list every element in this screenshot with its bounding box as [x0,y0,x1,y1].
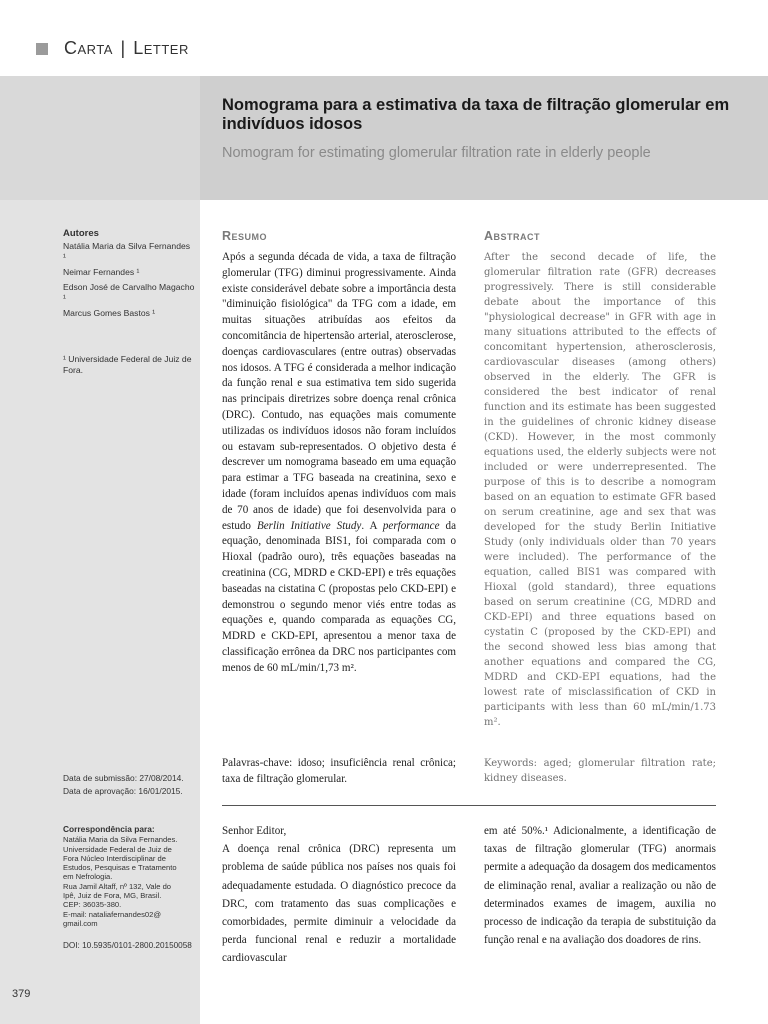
letter-paragraph: em até 50%.¹ Adicionalmente, a identificação de taxas de filtração glomerular (TFG) anormais permite a adequação da dosagem dos medicamentos de eliminação renal, avaliar a realização ou não de determinados exames de imagem, auxilia no processo de indicação da terapia de substituição da função renal e na avaliação dos doadores de rins. [484,825,716,947]
correspondence-heading: Correspondência para: [63,824,155,834]
dates-block [63,772,198,798]
correspondence-line: E-mail: nataliafernandes02@ [63,909,162,919]
section-label-pt: Carta [64,38,113,58]
correspondence-line: Universidade Federal de Juiz de [63,844,172,854]
submission-date: Data de submissão: 27/08/2014. [63,773,184,783]
resumo-heading: Resumo [222,229,268,243]
author-item: Marcus Gomes Bastos ¹ [63,308,156,318]
article-title-pt: Nomograma para a estimativa da taxa de filtração glomerular em indivíduos idosos [222,96,730,133]
correspondence-line: Fora Núcleo Interdisciplinar de [63,853,166,863]
author-item: Edson José de Carvalho Magacho ¹ [63,282,195,303]
letter-greeting: Senhor Editor, [222,825,287,837]
section-marker-icon [36,43,48,55]
letter-paragraph: A doença renal crônica (DRC) representa um problema de saúde pública nos países nos quais foi adequadamente estudada. O diagnóstico precoce da DRC, com tratamento das suas complicações e comorbidades, permite diminuir a velocidade da perda funcional renal e reduzir a mortalidade cardiovascular [222,843,456,965]
correspondence-line: Estudos, Pesquisas e Tratamento [63,863,177,873]
doi-link[interactable]: DOI: 10.5935/0101-2800.20150058 [63,941,192,950]
title-band [200,76,768,200]
author-item: Natália Maria da Silva Fernandes ¹ [63,241,191,262]
correspondence-line: Natália Maria da Silva Fernandes. [63,835,178,845]
letter-column-right [484,822,716,949]
section-divider: | [120,38,126,58]
resumo-text-part: . A [361,519,383,532]
correspondence-block [63,825,198,928]
performance-term: performance [382,519,440,532]
study-name: Berlin Initiative Study [256,519,362,532]
page-number: 379 [12,988,31,1000]
keywords-en: Keywords: aged; glomerular filtration rate; kidney diseases. [484,758,716,784]
correspondence-line: Ipê, Juiz de Fora, MG, Brasil. [63,891,162,901]
resumo-text-part: da equação, denominada BIS1, foi comparada com o Hioxal (padrão ouro), três equações baseadas na creatinina (CG, MDRD e CKD-EPI) e três equações baseadas na cistatina C (propostas pelo CKD-EPI) e demonstrou o segundo menor viés entre todas as equações e, quando comparada as equações CG, MDRD e CKD-EPI, apresentou a menor taxa de classificação errônea da DRC nos participantes com menos de 60 mL/min/1,73 m². [222,519,456,674]
letter-column-left [222,822,456,968]
correspondence-line: Rua Jamil Altaff, nº 132, Vale do [63,881,172,891]
correspondence-line: gmail.com [63,918,98,928]
resumo-text [222,250,456,677]
section-label [64,38,189,59]
abstract-text: After the second decade of life, the glomerular filtration rate (GFR) decreases progressively. There is still considerable debate about the importance of this "physiological decrease" in GFR with age in many situations attributed to the effects of concomitant hypertension, atherosclerosis, cardiovascular diseases (among others) observed in the elderly. The GFR is considered the best indicator of renal function and its estimate has been suggested in the guidelines of chronic kidney disease (CKD). However, in the most commonly equations used, the elderly subjects were not included or were underrepresented. The purpose of this is to describe a nomogram based on an equation to estimate GFR based on serum creatinine, age and sex that was developed for the study Berlin Initiative Study (only individuals older than 70 years were included). The performance of the equation, called BIS1 was compared with Hioxal (gold standard), three equations based on serum creatinine (CG, MDRD and CKD-EPI) and three equations based on cystatin C (proposed by the CKD-EPI) and the second showed less bias among that another equations and compared the CG, MDRD and CKD-EPI equations, had the lowest rate of misclassification of CKD in participants with less than 60 mL/min/1.73 m². [484,252,716,728]
section-divider-line [222,805,716,806]
resumo-text-part: Após a segunda década de vida, a taxa de filtração glomerular (TFG) diminui progressivamente. Ainda existe considerável debate sobre a importância desta "diminuição fisiológica" da TFG com a idade, em muitas situações atribuídas aos efeitos da concomitância de hipertensão arterial, aterosclerose, doenças cardiovasculares (entre outras) observadas nos idosos. A TFG é considerada a melhor indicação da função renal e sua estimativa tem sido sugerida nas principais diretrizes sobre doença renal crônica (DRC). Contudo, nas equações mais comumente utilizadas os indivíduos idosos não foram incluídos ou estavam sub-representados. O objetivo desta é descrever um nomograma baseado em uma equação para estimar a TFG baseada na creatinina, sexo e idade (foram incluídos apenas indivíduos com mais de 70 anos de idade) que foi desenvolvida para o estudo [222,251,456,532]
keywords-pt: Palavras-chave: idoso; insuficiência renal crônica; taxa de filtração glomerular. [222,757,456,785]
authors-heading: Autores [63,228,99,239]
abstract-heading: Abstract [484,229,541,243]
authors-block [63,228,195,323]
section-label-en: Letter [133,38,189,58]
affiliation: ¹ Universidade Federal de Juiz de Fora. [63,354,192,375]
article-title-en: Nomogram for estimating glomerular filtration rate in elderly people [222,145,651,161]
author-item: Neimar Fernandes ¹ [63,267,140,277]
correspondence-line: CEP: 36035-380. [63,900,122,910]
approval-date: Data de aprovação: 16/01/2015. [63,786,183,796]
correspondence-line: em Nefrologia. [63,872,113,882]
